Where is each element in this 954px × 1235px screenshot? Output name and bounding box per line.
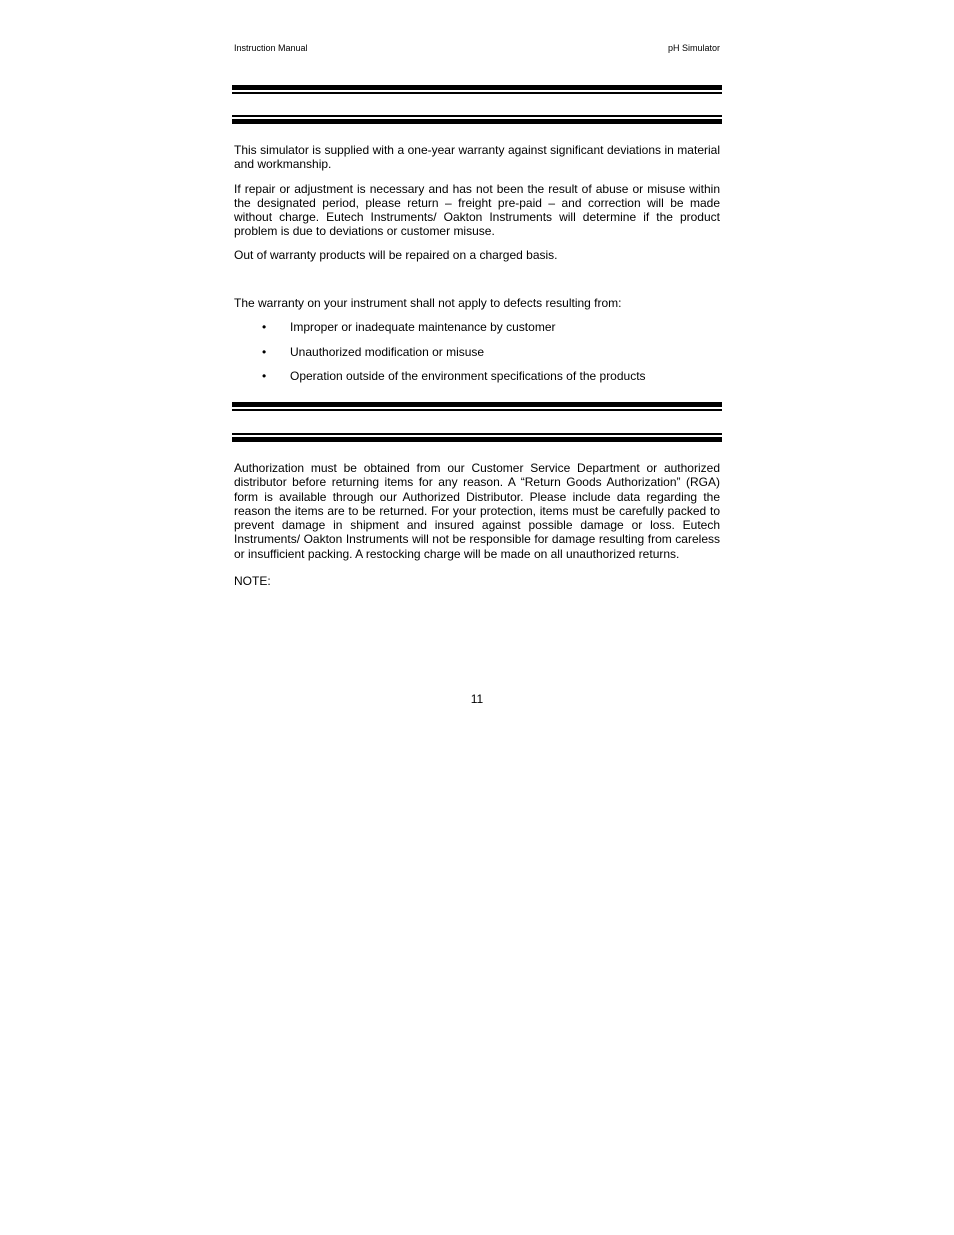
exclusions-intro: The warranty on your instrument shall not apply to defects resulting from:	[234, 296, 622, 310]
warranty-paragraph: Out of warranty products will be repaired on a charged basis.	[234, 247, 558, 262]
bullet-icon: •	[262, 345, 267, 359]
returns-paragraph: Authorization must be obtained from our Customer Service Department or authorized distributor before returning items for any reason. A “Return Goods Authorization” (RGA) form is available through our Authorized Distributor. Please include data regarding the reason the items are to be returned. For your protection, items must be carefully packed to prevent damage in shipment and insured against possible damage or loss. Eutech Instruments/ Oakton Instruments will not be responsible for damage resulting from careless or insufficient packing. A restocking charge will be made on all unauthorized returns.	[234, 461, 720, 561]
list-item: • Improper or inadequate maintenance by customer	[262, 320, 556, 334]
section-rule-bottom	[232, 433, 722, 442]
warranty-body	[234, 143, 720, 262]
header-product-name: pH Simulator	[667, 43, 720, 53]
section-rule-bottom	[232, 115, 722, 124]
header-manual-title: Instruction Manual	[234, 43, 308, 53]
page-number: 11	[470, 692, 484, 706]
bullet-icon: •	[262, 369, 267, 383]
bullet-icon: •	[262, 320, 267, 334]
list-item: • Operation outside of the environment specifications of the products	[262, 369, 646, 383]
section-rule-top	[232, 402, 722, 411]
warranty-paragraph: If repair or adjustment is necessary and has not been the result of abuse or misuse within the designated period, please return – freight pre-paid – and correction will be made without charge. Eutech Instruments/ Oakton Instruments will determine if the product problem is due to deviations or customer misuse.	[234, 181, 720, 239]
list-item: • Unauthorized modification or misuse	[262, 345, 485, 359]
note-label: NOTE:	[234, 574, 271, 589]
returns-body	[234, 461, 720, 588]
section-rule-top	[232, 85, 722, 94]
warranty-paragraph: This simulator is supplied with a one-year warranty against significant deviations in material and workmanship.	[234, 143, 720, 172]
